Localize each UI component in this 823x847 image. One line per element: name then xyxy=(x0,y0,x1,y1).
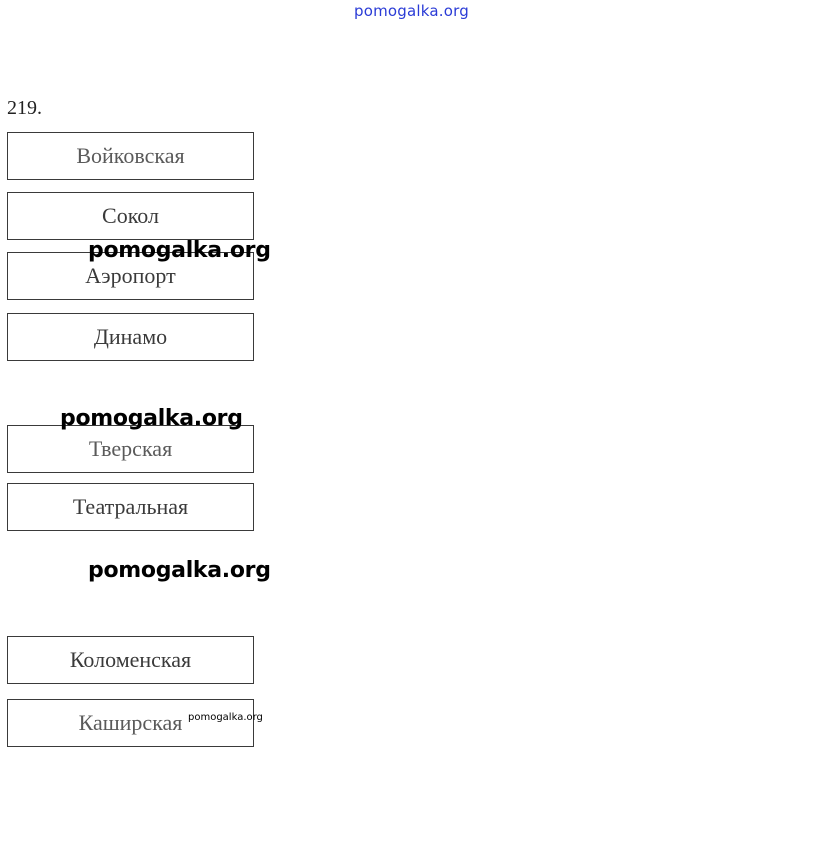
watermark-overlay-4: pomogalka.org xyxy=(188,712,263,723)
watermark-overlay-3: pomogalka.org xyxy=(88,558,271,583)
station-box-aeroport: Аэропорт xyxy=(7,252,254,300)
watermark-overlay-1: pomogalka.org xyxy=(88,238,271,263)
station-box-dinamo: Динамо xyxy=(7,313,254,361)
station-box-tverskaya: Тверская xyxy=(7,425,254,473)
station-box-kolomenskaya: Коломенская xyxy=(7,636,254,684)
header-watermark: pomogalka.org xyxy=(354,2,469,20)
exercise-number: 219. xyxy=(7,97,42,119)
watermark-overlay-2: pomogalka.org xyxy=(60,406,243,431)
station-box-sokol: Сокол xyxy=(7,192,254,240)
station-box-voykovskaya: Войковская xyxy=(7,132,254,180)
station-box-kashirskaya: Каширская xyxy=(7,699,254,747)
station-box-teatralnaya: Театральная xyxy=(7,483,254,531)
